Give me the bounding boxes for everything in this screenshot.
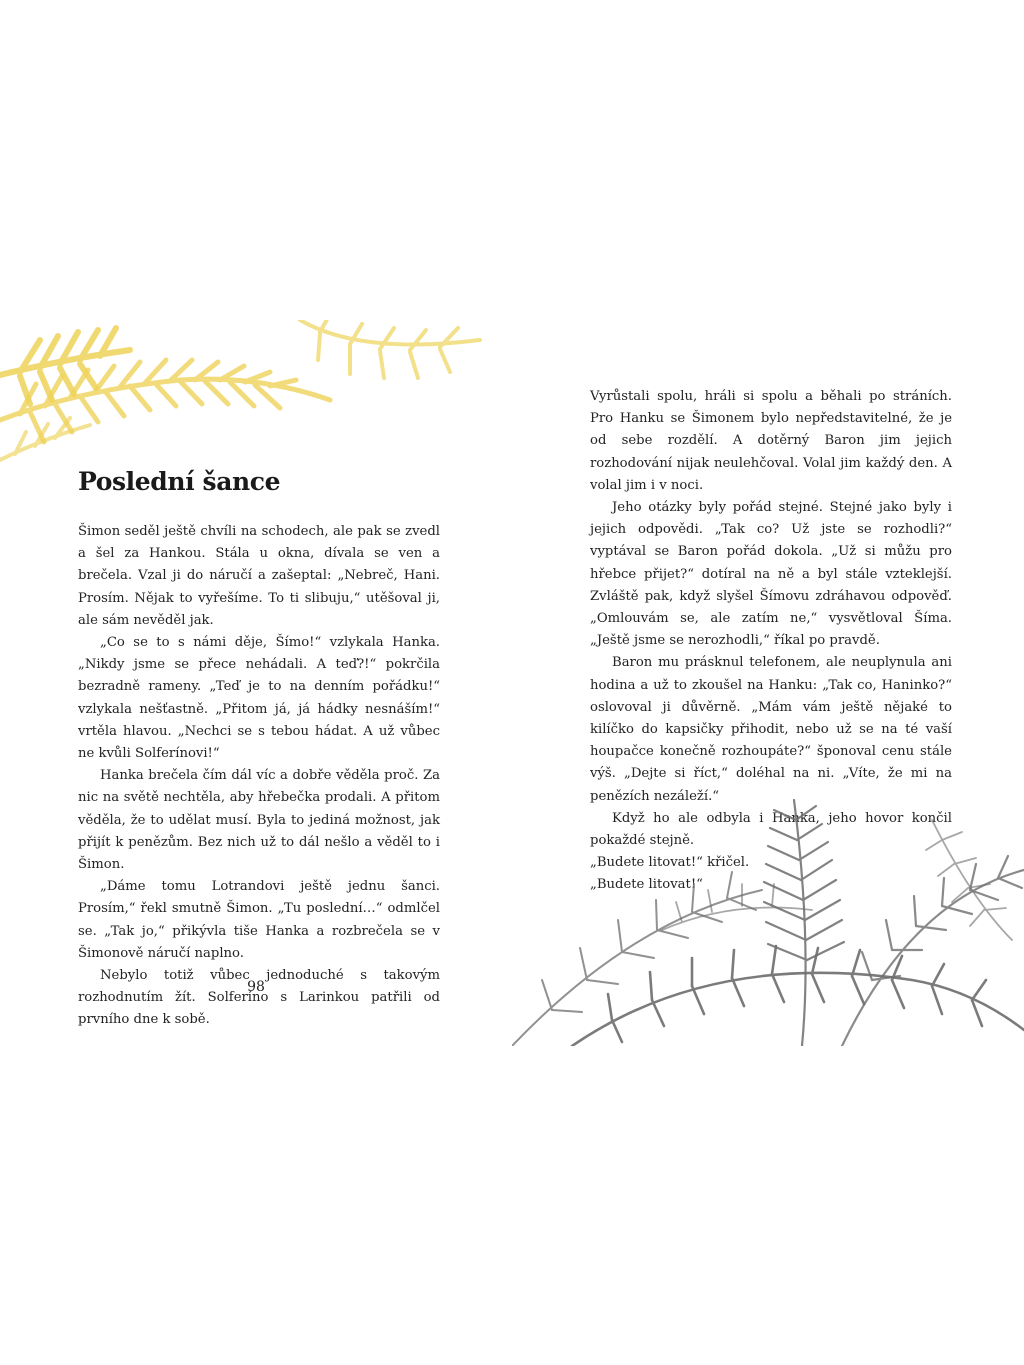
yellow-fern-illustration [0, 320, 512, 470]
paragraph: Vyrůstali spolu, hráli si spolu a běhali po stráních. Pro Hanku se Šimonem bylo nepředstavitelné, že je od sebe rozdělí. A dotěrný Baron jim jejich rozhodování nijak neulehčoval. Volal jim každý den. A volal jim i v noci. [590, 389, 952, 493]
paragraph: Šimon seděl ještě chvíli na schodech, ale pak se zvedl a šel za Hankou. Stála u okna, dívala se ven a brečela. Vzal ji do náručí a zašeptal: „Nebreč, Hani. Prosím. Nějak to vyřešíme. To ti slibuju,“ utěšoval ji, ale sám nevěděl jak. [78, 524, 440, 628]
paragraph: Baron mu prásknul telefonem, ale neuplynula ani hodina a už to zkoušel na Hanku: „Tak co, Haninko?“ oslovoval ji důvěrně. „Mám vám ještě nějaké to kilíčko do kapsičky přihodit, nebo už se na té vaší houpačce konečně rozhoupáte?“ šponoval cenu stále výš. „Dejte si říct,“ doléhal na ni. „Víte, že mi na penězích nezáleží.“ [590, 655, 952, 804]
right-page [512, 320, 1024, 1046]
paragraph: Hanka brečela čím dál víc a dobře věděla proč. Za nic na světě nechtěla, aby hřebečka prodali. A přitom věděla, že to udělat musí. Byla to jediná možnost, jak přijít k penězům. Bez nich už to dál nešlo a věděl to i Šimon. [78, 768, 440, 873]
paragraph: „Dáme tomu Lotrandovi ještě jednu šanci. Prosím,“ řekl smutně Šimon. „Tu poslední…“ odmlčel se. „Tak jo,“ přikývla tiše Hanka a rozbrečela se v Šimonově náručí naplno. [78, 879, 440, 961]
paragraph: „Budete litovat!“ křičel. [590, 855, 750, 871]
paragraph: Když ho ale odbyla i Hanka, jeho hovor končil pokaždé stejně. [590, 810, 952, 849]
page-number: 98 [247, 979, 265, 995]
left-page [0, 320, 512, 1046]
left-page-text [78, 521, 440, 1032]
paragraph: Nebylo totiž vůbec jednoduché s takovým rozhodnutím žít. Solferíno s Larinkou patřili od prvního dne k sobě. [78, 968, 440, 1028]
paragraph: „Co se to s námi děje, Šímo!“ vzlykala Hanka. „Nikdy jsme se přece nehádali. A teď?!“ pokrčila bezradně rameny. „Teď je to na denním pořádku!“ vzlykala nešťastně. „Přitom já, já hádky nesnáším!“ vrtěla hlavou. „Nechci se s tebou hádat. A už vůbec ne kvůli Solferínovi!“ [78, 635, 440, 762]
book-spread [0, 320, 1024, 1046]
paragraph: Jeho otázky byly pořád stejné. Stejné jako byly i jejich odpovědi. „Tak co? Už jste se rozhodli?“ vyptával se Baron pořád dokola. „Už si můžu pro hřebce přijet?“ dotíral na ně a byl stále vzteklejší. Zvláště pak, když slyšel Šímovu zdráhavou odpověď. „Omlouvám se, ale zatím ne,“ vysvětloval Šíma. „Ještě jsme se nerozhodli,“ říkal po pravdě. [590, 500, 952, 649]
paragraph: „Budete litovat!“ [590, 877, 703, 893]
chapter-title: Poslední šance [78, 467, 281, 496]
grey-fern-illustration [512, 780, 1024, 1046]
